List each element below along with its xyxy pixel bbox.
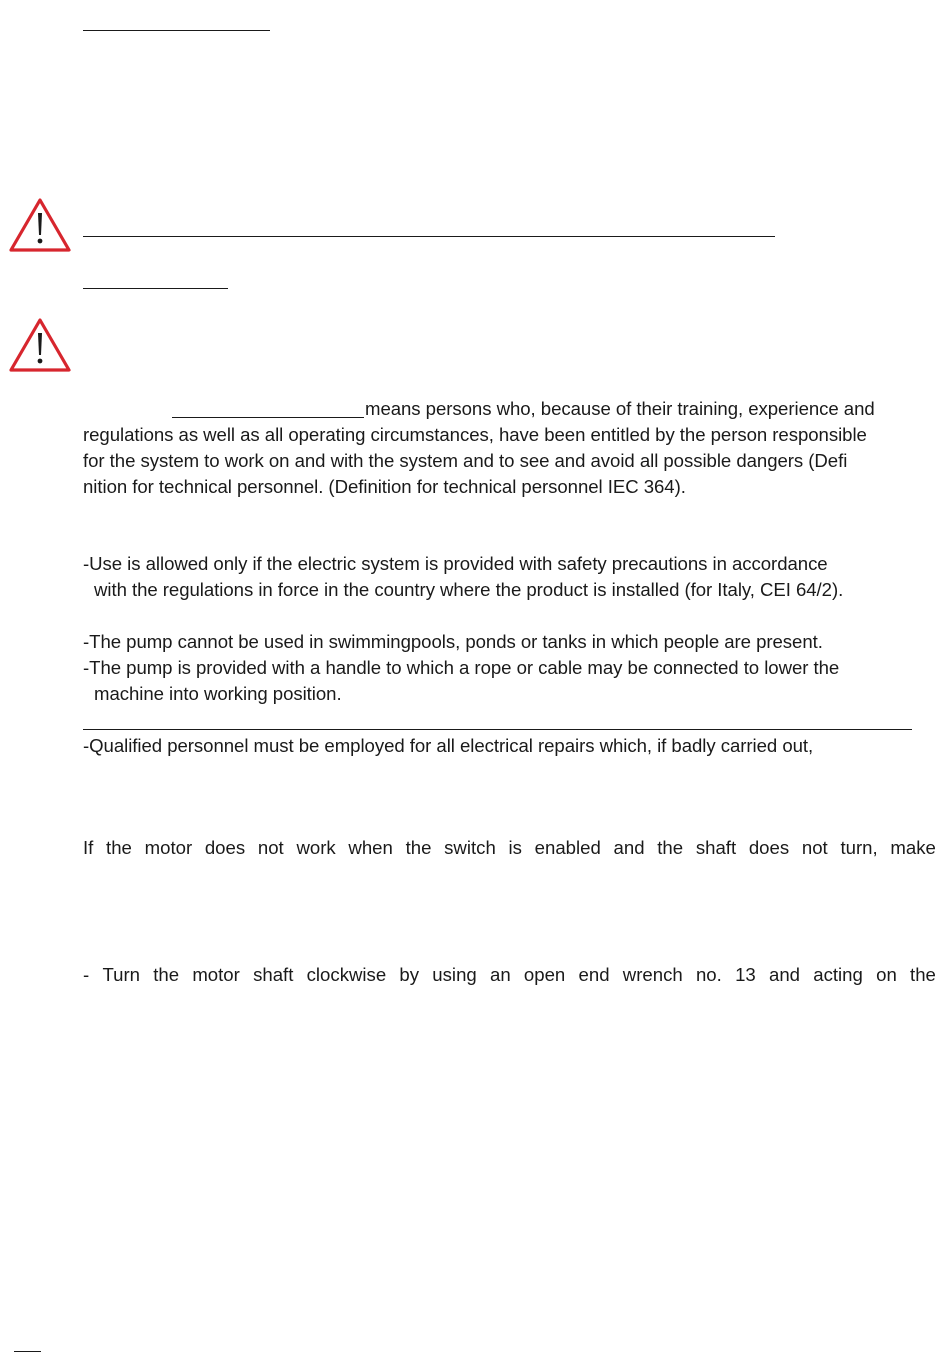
use-item-2: -The pump cannot be used in swimmingpools, ponds or tanks in which people are present. <box>83 631 823 652</box>
footer-rule <box>14 1351 41 1352</box>
word: the <box>910 964 936 985</box>
warning-triangle-icon <box>8 197 72 253</box>
word: an <box>489 964 511 985</box>
personnel-definition-line-1: means persons who, because of their training, experience and <box>365 398 875 419</box>
word: wrench <box>622 964 683 985</box>
word: switch <box>444 837 496 858</box>
shaft-turn-text <box>83 962 936 988</box>
use-item-1-line-1: -Use is allowed only if the electric system is provided with safety precautions in accordance <box>83 553 828 574</box>
personnel-definition-line-2: regulations as well as all operating circumstances, have been entitled by the person responsible <box>83 424 867 445</box>
word: and <box>613 837 645 858</box>
word: open <box>523 964 566 985</box>
word: Turn <box>102 964 140 985</box>
personnel-definition-line-3: for the system to work on and with the system and to see and avoid all possible dangers (Defi <box>83 450 848 471</box>
word: by <box>399 964 420 985</box>
word: - <box>83 964 90 985</box>
word: motor <box>192 964 240 985</box>
word: end <box>578 964 610 985</box>
word: not <box>257 837 284 858</box>
word: work <box>296 837 336 858</box>
word: acting <box>813 964 863 985</box>
section-divider-rule <box>83 729 912 730</box>
section-heading-rule <box>83 288 228 289</box>
word: no. <box>695 964 722 985</box>
word: the <box>405 837 432 858</box>
word: the <box>153 964 180 985</box>
word: when <box>348 837 393 858</box>
warning-heading-rule <box>83 236 775 237</box>
word: the <box>657 837 684 858</box>
word: shaft <box>253 964 294 985</box>
personnel-definition-line-4: nition for technical personnel. (Definition for technical personnel IEC 364). <box>83 476 686 497</box>
word: is <box>508 837 522 858</box>
word: shaft <box>695 837 737 858</box>
word: If <box>83 837 94 858</box>
use-item-1-line-2: with the regulations in force in the country where the product is installed (for Italy, CEI 64/2). <box>94 579 844 600</box>
word: motor <box>144 837 193 858</box>
use-item-3-line-2: machine into working position. <box>94 683 342 704</box>
repairs-text: -Qualified personnel must be employed for all electrical repairs which, if badly carried out, <box>83 735 814 756</box>
word: does <box>748 837 790 858</box>
heading-rule-top <box>83 30 270 31</box>
word: and <box>768 964 801 985</box>
warning-triangle-icon <box>8 317 72 373</box>
word: enabled <box>534 837 601 858</box>
word: 13 <box>735 964 756 985</box>
word: not <box>801 837 828 858</box>
word: on <box>876 964 897 985</box>
word: the <box>106 837 132 858</box>
motor-check-text <box>83 835 936 861</box>
word: clockwise <box>306 964 387 985</box>
word: turn, <box>840 837 878 858</box>
use-item-3-line-1: -The pump is provided with a handle to which a rope or cable may be connected to lower the <box>83 657 840 678</box>
word: make <box>890 837 936 858</box>
word: using <box>432 964 477 985</box>
term-underline <box>172 417 364 418</box>
word: does <box>204 837 246 858</box>
